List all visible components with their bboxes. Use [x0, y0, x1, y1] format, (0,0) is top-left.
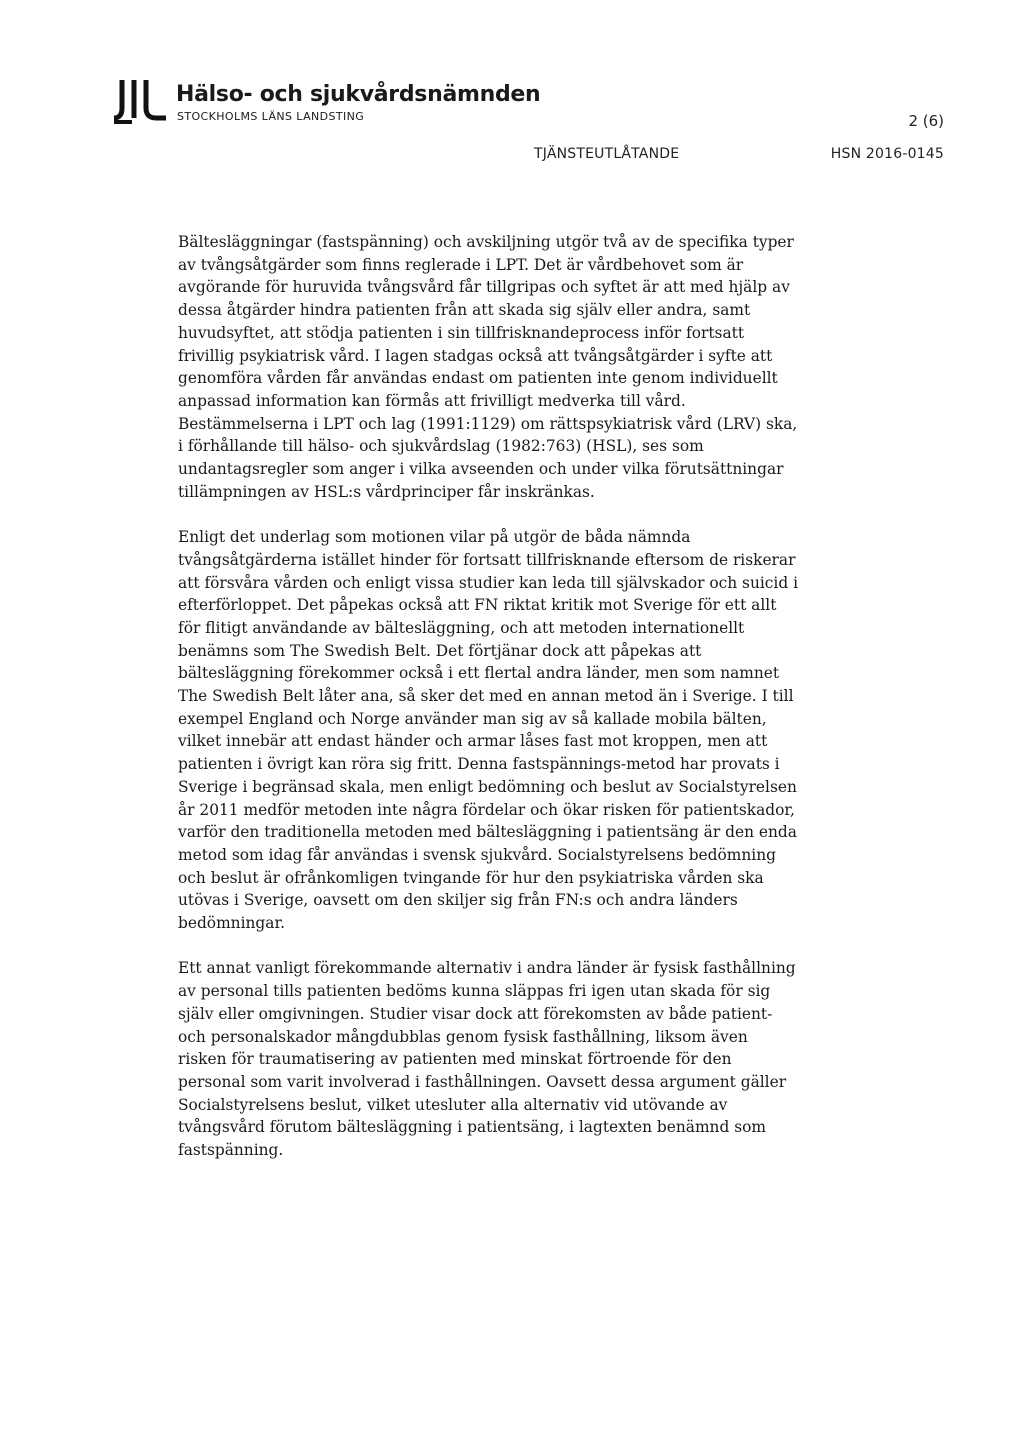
body-paragraph: Bältesläggningar (fastspänning) och avskiljning utgör två av de specifika typer av tvångsåtgärder som finns reglerade i LPT. Det är vårdbehovet som är avgörande för huruvida tvångsvård får tillgripas och syftet är att med hjälp av dessa åtgärder hindra patienten från att skada sig själv eller andra, samt huvudsyftet, att stödja patienten i sin tillfrisknandeprocess inför fortsatt frivillig psykiatrisk vård. I lagen stadgas också att tvångsåtgärder i syfte att genomföra vården får användas endast om patienten inte genom individuellt anpassad information kan förmås att frivilligt medverka till vård. Bestämmelserna i LPT och lag (1991:1129) om rättspsykiatrisk vård (LRV) ska, i förhållande till hälso- och sjukvårdslag (1982:763) (HSL), ses som undantagsregler som anger i vilka avseenden och under vilka förutsättningar tillämpningen av HSL:s vårdprinciper får inskränkas. [178, 233, 798, 501]
document-body [178, 231, 798, 1184]
document-type: TJÄNSTEUTLÅTANDE [534, 146, 680, 162]
landsting-logo-icon [112, 78, 168, 126]
page-number: 2 (6) [908, 112, 944, 130]
organization-name: Hälso- och sjukvårdsnämnden [176, 82, 541, 107]
document-header [0, 0, 1024, 200]
body-paragraph: Ett annat vanligt förekommande alternativ i andra länder är fysisk fasthållning av personal tills patienten bedöms kunna släppas fri igen utan skada för sig själv eller omgivningen. Studier visar dock att förekomsten av både patient- och personalskador mångdubblas genom fysisk fasthållning, liksom även risken för traumatisering av patienten med minskat förtroende för den personal som varit involverad i fasthållningen. Oavsett dessa argument gäller Socialstyrelsens beslut, vilket utesluter alla alternativ vid utövande av tvångsvård förutom bältesläggning i patientsäng, i lagtexten benämnd som fastspänning. [178, 959, 796, 1160]
body-paragraph: Enligt det underlag som motionen vilar på utgör de båda nämnda tvångsåtgärderna istället hinder för fortsatt tillfrisknande eftersom de riskerar att försvåra vården och enligt vissa studier kan leda till självskador och suicid i efterförloppet. Det påpekas också att FN riktat kritik mot Sverige för ett allt för flitigt användande av bältesläggning, och att metoden internationellt benämns som The Swedish Belt. Det förtjänar dock att påpekas att bältesläggning förekommer också i ett flertal andra länder, men som namnet The Swedish Belt låter ana, så sker det med en annan metod än i Sverige. I till exempel England och Norge använder man sig av så kallade mobila bälten, vilket innebär att endast händer och armar låses fast mot kroppen, men att patienten i övrigt kan röra sig fritt. Denna fastspännings-metod har provats i Sverige i begränsad skala, men enligt bedömning och beslut av Socialstyrelsen år 2011 medför metoden inte några fördelar och ökar risken för patientskador, varför den traditionella metoden med bältesläggning i patientsäng är den enda metod som idag får användas i svensk sjukvård. Socialstyrelsens bedömning och beslut är ofrånkomligen tvingande för hur den psykiatriska vården ska utövas i Sverige, oavsett om den skiljer sig från FN:s och andra länders bedömningar. [178, 528, 798, 933]
document-reference: HSN 2016-0145 [830, 146, 944, 162]
organization-subtitle: STOCKHOLMS LÄNS LANDSTING [177, 110, 365, 123]
